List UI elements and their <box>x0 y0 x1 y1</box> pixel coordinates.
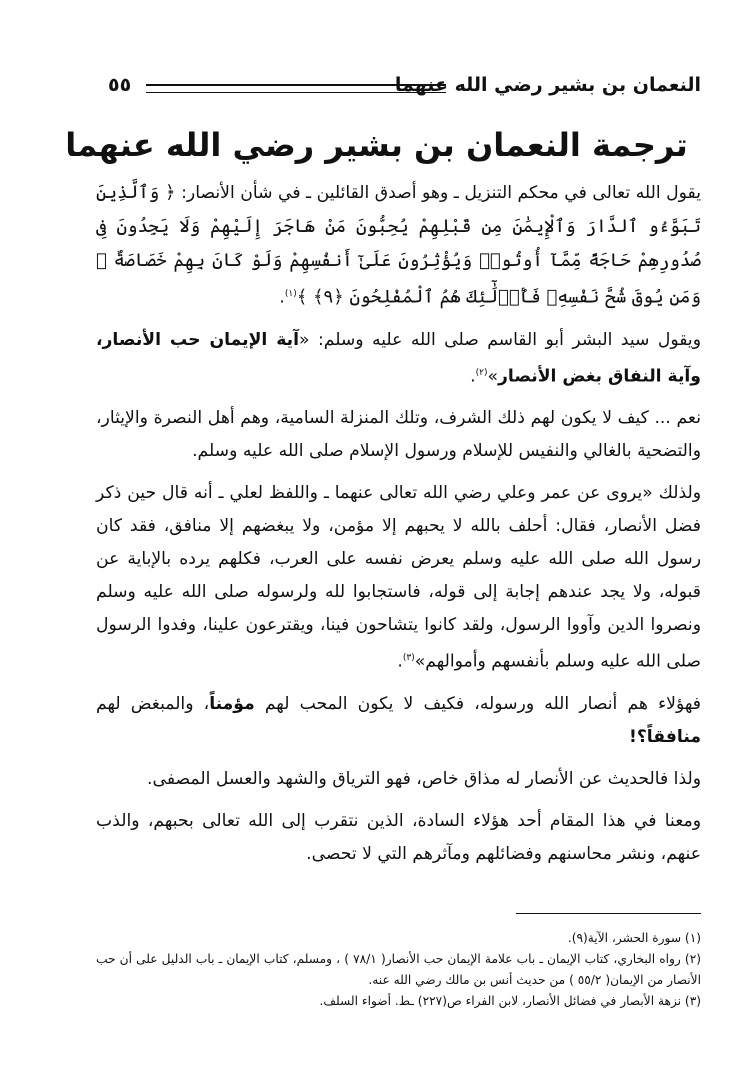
footnote-reference[interactable]: (٢) <box>475 367 488 378</box>
bold-word-mumin: مؤمناً <box>209 694 255 715</box>
footnote-reference[interactable]: (١) <box>284 289 297 299</box>
paragraph-quran-citation <box>96 176 701 315</box>
paragraph-text: ولذلك «يروى عن عمر وعلي رضي الله تعالى عنهما ـ واللفظ لعلي ـ أنه قال حين ذكر فضل الأنصار، فقال: أحلف بالله لا يحبهم إلا مؤمن، ولا يبغضهم إلا منافق، فقد كان رسول الله صلى الله عليه وسلم يعرض نفسه على العرب، فكلهم يرده بالإباية عن قبوله، ولا يجد عندهم إجابة إلى قوله، فاستجابوا لله ولرسوله صلى الله عليه وسلم ونصروا الدين وآووا الرسول، ولقد كانوا يتشاحون فينا، ويقترعون علينا، وفدوا الرسول صلى الله عليه وسلم بأنفسهم وأموالهم» <box>96 483 701 673</box>
period: . <box>470 366 476 387</box>
running-title: النعمان بن بشير رضي الله عنهما <box>394 74 701 96</box>
header-double-rule <box>146 84 446 93</box>
chapter-title: ترجمة النعمان بن بشير رضي الله عنهما <box>65 126 688 164</box>
period: . <box>397 652 403 673</box>
body-text <box>96 176 701 880</box>
closing-quote: » <box>487 366 498 387</box>
paragraph-special-taste: ولذا فالحديث عن الأنصار له مذاق خاص، فهو الترياق والشهد والعسل المصفى. <box>147 769 701 790</box>
paragraph-conclusion: ومعنا في هذا المقام أحد هؤلاء السادة، الذين نتقرب إلى الله تعالى بحبهم، والذب عنهم، ونشر محاسنهم وفضائلهم ومآثرهم التي لا تحصى. <box>96 811 701 865</box>
paragraph-ali-quote <box>96 477 701 679</box>
footnote-1: (١) سورة الحشر، الآية(٩). <box>567 931 701 945</box>
footnotes <box>96 928 701 1012</box>
paragraph-ansar-allah <box>96 688 701 754</box>
paragraph-text: فهؤلاء هم أنصار الله ورسوله، فكيف لا يكون المحب لهم <box>254 694 701 715</box>
footnote-2: (٢) رواه البخاري، كتاب الإيمان ـ باب علامة الإيمان حب الأنصار( ٧٨/١ ) ، ومسلم، كتاب الإيمان ـ باب الدليل على أن حب الأنصار من الإيمان( ٥٥/٢ ) من حديث أنس بن مالك رضي الله عنه. <box>96 952 701 987</box>
paragraph-text: يقول الله تعالى في محكم التنزيل ـ وهو أصدق القائلين ـ في شأن الأنصار: <box>181 183 701 203</box>
hadith-bold-text: آية الإيمان حب الأنصار، وآية النفاق بغض الأنصار <box>96 329 701 387</box>
page-header <box>108 74 701 104</box>
footnote-3: (٣) نزهة الأبصار في فضائل الأنصار، لابن الفراء ص(٢٢٧) ـط. أضواء السلف. <box>319 994 701 1008</box>
page-number: ٥٥ <box>108 74 132 96</box>
paragraph-text: ويقول سيد البشر أبو القاسم صلى الله عليه وسلم: « <box>299 329 701 350</box>
paragraph-text: ، والمبغض لهم <box>96 694 210 715</box>
footnote-separator <box>516 913 701 914</box>
period: . <box>279 287 285 308</box>
bold-word-munafiq: منافقاً؟! <box>629 727 701 748</box>
paragraph-honor: نعم ... كيف لا يكون لهم ذلك الشرف، وتلك المنزلة السامية، وهم أهل النصرة والإيثار، والتضحية بالغالي والنفيس للإسلام ورسول الإسلام صلى الله عليه وسلم. <box>96 408 701 462</box>
quran-verse: ﴿ وَٱلَّذِينَ تَبَوَّءُو ٱلدَّارَ وَٱلْإِيمَٰنَ مِن قَبْلِهِمْ يُحِبُّونَ مَنْ هَاجَرَ إِلَيْهِمْ وَلَا يَجِدُونَ فِى صُدُورِهِمْ حَاجَةً مِّمَّآ أُوتُوا۟ وَيُؤْثِرُونَ عَلَىٰٓ أَنفُسِهِمْ وَلَوْ كَانَ بِهِمْ خَصَاصَةٌ ۚ وَمَن يُوقَ شُحَّ نَفْسِهِۦ فَأُو۟لَٰٓئِكَ هُمُ ٱلْمُفْلِحُونَ ﴿٩﴾ ﴾ <box>96 182 701 308</box>
paragraph-hadith <box>96 324 701 394</box>
footnote-reference[interactable]: (٣) <box>402 653 415 664</box>
